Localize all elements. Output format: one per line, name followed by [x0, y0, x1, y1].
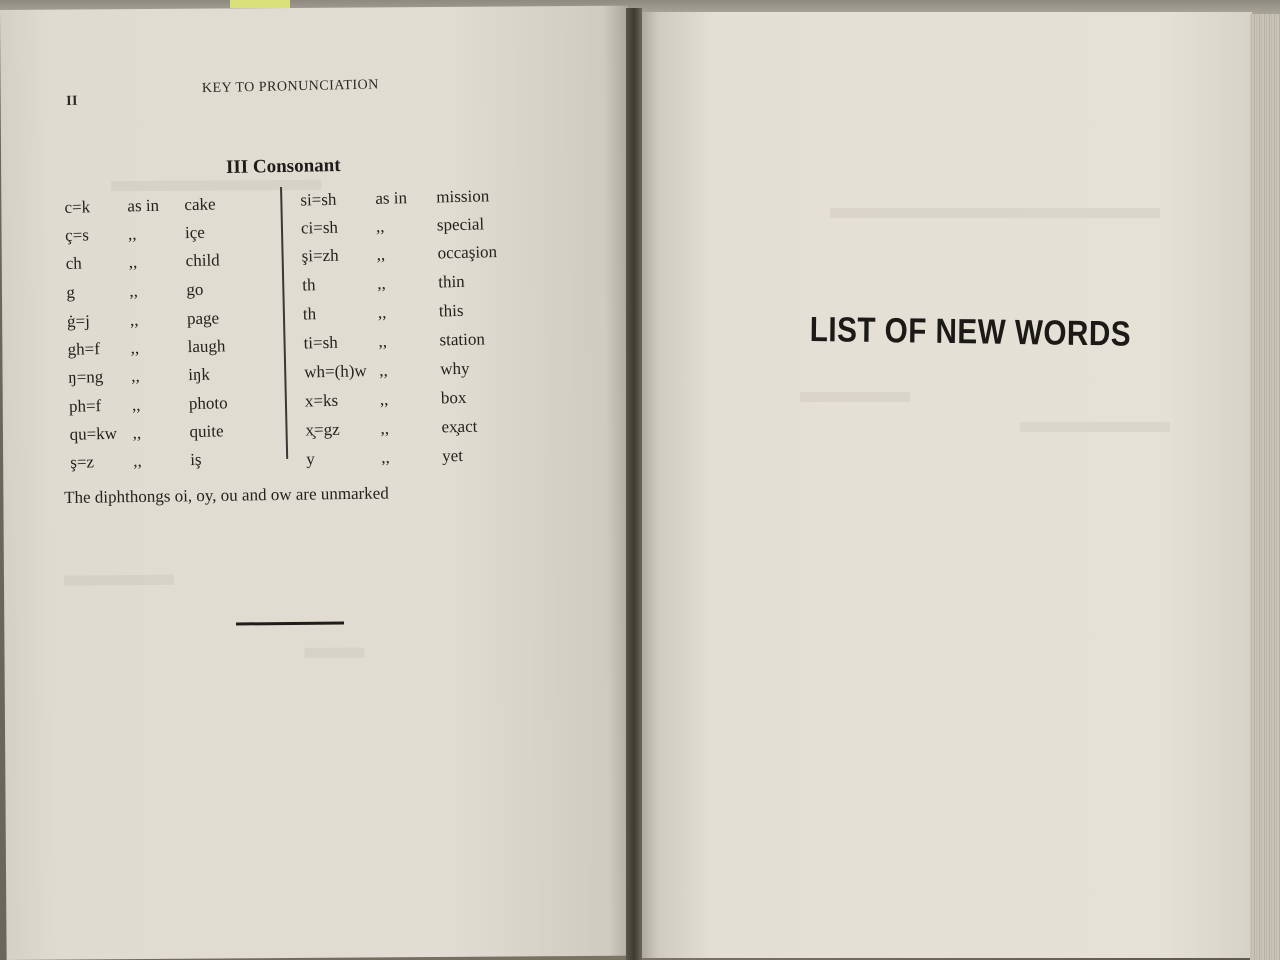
example-word: quite: [189, 421, 224, 442]
symbol: şi=zh: [301, 245, 339, 266]
consonant-row: [64, 364, 211, 396]
as-in: ,,: [131, 366, 140, 386]
consonant-row: [300, 214, 485, 247]
symbol: c=k: [64, 197, 91, 217]
symbol: ç=s: [64, 225, 90, 245]
symbol: qu=kw: [69, 423, 118, 444]
consonant-row: [300, 186, 490, 219]
page-number: II: [65, 93, 79, 109]
as-in: ,,: [132, 451, 142, 471]
book-spine: [626, 8, 642, 960]
right-page: [640, 12, 1252, 958]
symbol: th: [302, 304, 317, 324]
symbol: ph=f: [68, 396, 102, 416]
as-in: ,,: [377, 302, 387, 322]
consonant-row: [305, 416, 478, 448]
consonant-row: [301, 242, 498, 275]
symbol: ŋ=ng: [68, 367, 104, 387]
show-through-text: [64, 575, 174, 586]
consonant-column-left: [60, 183, 282, 478]
example-word: why: [439, 358, 470, 379]
example-word: page: [186, 308, 220, 329]
symbol: ş=z: [70, 452, 95, 472]
symbol: x=ks: [304, 390, 339, 411]
sticky-note-tab: [230, 0, 290, 8]
as-in: ,,: [129, 281, 139, 301]
as-in: ,,: [380, 418, 390, 438]
as-in: ,,: [375, 216, 385, 236]
consonant-column-right: [300, 178, 527, 473]
example-word: station: [439, 329, 486, 350]
example-word: child: [185, 250, 220, 271]
example-word: photo: [188, 393, 228, 414]
consonant-row: [65, 421, 224, 453]
example-word: occaşion: [437, 242, 498, 263]
example-word: go: [186, 279, 204, 300]
symbol: wh=(h)w: [304, 361, 367, 382]
symbol: th: [302, 275, 316, 295]
consonant-row: [61, 250, 220, 282]
example-word: içe: [184, 222, 206, 243]
left-page: [0, 6, 635, 960]
as-in: ,,: [131, 395, 141, 415]
symbol: x̧=gz: [305, 419, 340, 440]
consonant-key-table: [60, 178, 526, 478]
consonant-row: [63, 336, 226, 368]
show-through-text: [800, 392, 910, 402]
consonant-row: [302, 271, 465, 304]
show-through-text: [830, 208, 1160, 218]
show-through-text: [1020, 422, 1170, 432]
consonant-row: [304, 358, 470, 391]
as-in: ,,: [380, 447, 390, 467]
example-word: ex̧act: [441, 416, 478, 437]
as-in: ,,: [128, 252, 138, 272]
example-word: special: [436, 214, 485, 235]
consonant-row: [303, 329, 486, 362]
example-word: mission: [436, 186, 490, 207]
symbol: ti=sh: [303, 332, 338, 353]
consonant-row: [62, 279, 204, 311]
as-in: as in: [127, 195, 160, 216]
as-in: as in: [375, 188, 408, 208]
symbol: ci=sh: [300, 217, 339, 238]
consonant-row: [302, 300, 464, 333]
symbol: g: [66, 282, 76, 302]
page-edges: [1250, 14, 1280, 960]
as-in: ,,: [378, 331, 388, 351]
diphthong-note: The diphthongs oi, oy, ou and ow are unmarked: [64, 483, 389, 507]
as-in: ,,: [130, 338, 140, 358]
column-divider: [280, 187, 288, 459]
example-word: iş: [189, 449, 202, 470]
symbol: si=sh: [300, 189, 337, 210]
example-word: laugh: [187, 336, 226, 357]
symbol: ch: [65, 253, 82, 273]
symbol: ġ=j: [66, 311, 91, 331]
consonant-row: [65, 393, 228, 425]
example-word: this: [438, 300, 464, 321]
consonant-row: [63, 308, 220, 340]
consonant-row: [61, 222, 206, 254]
as-in: ,,: [129, 310, 139, 330]
as-in: ,,: [377, 273, 386, 293]
as-in: ,,: [132, 423, 142, 443]
page-title: LIST OF NEW WORDS: [809, 310, 1132, 354]
consonant-row: [66, 449, 202, 481]
example-word: yet: [441, 445, 464, 466]
consonant-row: [60, 194, 216, 226]
consonant-row: [304, 387, 467, 420]
example-word: thin: [438, 271, 465, 292]
symbol: y: [305, 449, 315, 469]
as-in: ,,: [379, 360, 388, 380]
example-word: cake: [184, 194, 216, 215]
as-in: ,,: [376, 244, 386, 264]
as-in: ,,: [127, 224, 137, 244]
as-in: ,,: [379, 389, 389, 409]
example-word: iŋk: [188, 364, 211, 385]
running-head-title: KEY TO PRONUNCIATION: [201, 77, 379, 97]
symbol: gh=f: [67, 339, 101, 359]
show-through-text: [304, 647, 364, 657]
example-word: box: [440, 387, 467, 408]
section-title: III Consonant: [225, 155, 341, 178]
